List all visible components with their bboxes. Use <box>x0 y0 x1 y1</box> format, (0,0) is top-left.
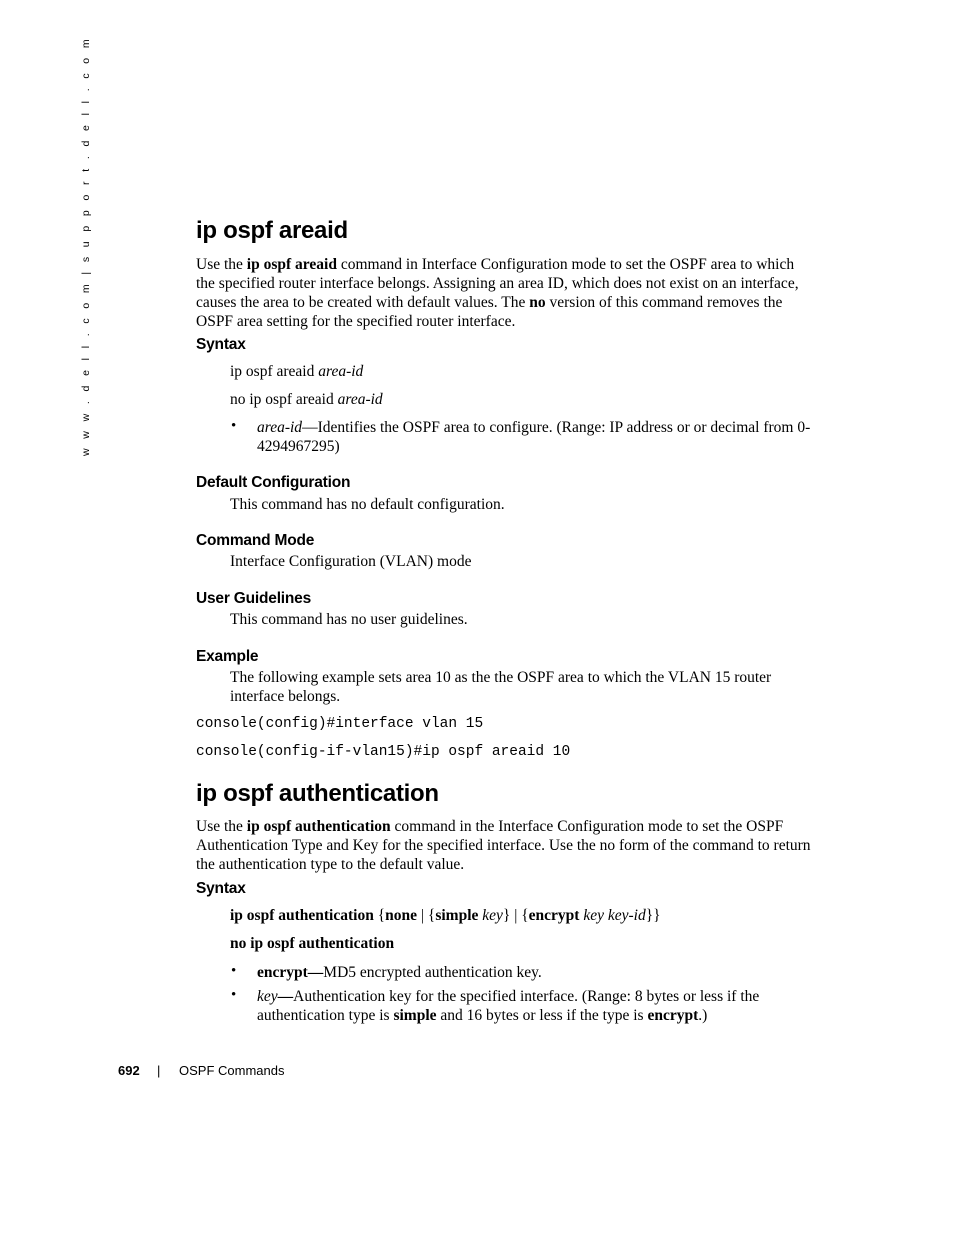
syntax-command: ip ospf authentication <box>230 907 374 924</box>
param-keyword: encrypt <box>647 1007 699 1024</box>
footer-chapter: OSPF Commands <box>179 1063 285 1078</box>
param-name: encrypt <box>257 964 308 981</box>
user-guidelines-text: This command has no user guidelines. <box>230 611 468 628</box>
syntax-argument: key key-id <box>583 907 646 924</box>
param-desc: authentication type is <box>257 1007 394 1024</box>
footer-separator: | <box>157 1063 161 1078</box>
intro-text: command in Interface Configuration mode to set the OSPF area to which the specified router interface belongs. Assigning an area ID, which does not exist on an interface, causes the area to be created with default values. The <box>196 256 799 311</box>
param-desc: Identifies the OSPF area to configure. (Range: IP address or or decimal from 0- <box>317 419 811 436</box>
code-line-2: console(config-if-vlan15)#ip ospf areaid 10 <box>196 744 571 760</box>
intro-text: Use the <box>196 256 247 273</box>
intro-text: command in the Interface Configuration mode to set the OSPF Authentication Type and Key for the specified interface. Use the no form of the command to return the authentication type to the default value. <box>196 818 811 873</box>
default-config-heading: Default Configuration <box>196 474 351 491</box>
syntax-argument: area-id <box>318 363 364 380</box>
example-heading: Example <box>196 648 259 665</box>
auth-syntax-line-1 <box>230 906 661 925</box>
user-guidelines-heading: User Guidelines <box>196 590 312 607</box>
auth-syntax-line-2: no ip ospf authentication <box>230 935 395 952</box>
intro-text: Use the <box>196 818 247 835</box>
section-title-areaid: ip ospf areaid <box>196 217 348 244</box>
syntax-brace: }} <box>645 907 661 924</box>
intro-command: ip ospf areaid <box>246 256 337 273</box>
param-dash: — <box>307 964 324 981</box>
syntax-heading: Syntax <box>196 336 246 353</box>
intro-command: ip ospf authentication <box>246 818 391 835</box>
param-dash: — <box>302 419 318 436</box>
param-name: area-id <box>257 419 303 436</box>
param-desc: 4294967295) <box>257 438 340 455</box>
example-line: The following example sets area 10 as the the OSPF area to which the VLAN 15 router <box>230 669 772 686</box>
syntax-brace: | { <box>417 907 436 924</box>
command-mode-text: Interface Configuration (VLAN) mode <box>230 553 472 570</box>
syntax-keyword: encrypt <box>528 907 580 924</box>
syntax-line-2 <box>230 390 383 409</box>
param-area-id <box>257 418 827 456</box>
default-config-text: This command has no default configuration. <box>230 496 505 513</box>
param-name: key <box>257 988 278 1005</box>
example-text <box>230 668 820 706</box>
side-url-text: w w w . d e l l . c o m | s u p p o r t . d e l l . c o m <box>80 35 92 456</box>
intro-text: version of this command removes the OSPF area setting for the specified router interface. <box>196 294 783 330</box>
syntax-keyword: simple <box>435 907 479 924</box>
bullet-icon: • <box>231 963 237 979</box>
param-encrypt <box>257 963 542 982</box>
example-line: interface belongs. <box>230 688 341 705</box>
param-dash: — <box>277 988 294 1005</box>
bullet-icon: • <box>231 418 237 434</box>
param-key <box>257 987 817 1025</box>
section-title-authentication: ip ospf authentication <box>196 780 439 807</box>
syntax-brace: } | { <box>502 907 529 924</box>
code-line-1: console(config)#interface vlan 15 <box>196 716 484 732</box>
syntax-command: no ip ospf areaid <box>230 391 334 408</box>
authentication-intro <box>196 817 811 874</box>
syntax-argument: key <box>482 907 503 924</box>
syntax-keyword: none <box>385 907 418 924</box>
param-desc: and 16 bytes or less if the type is <box>436 1007 648 1024</box>
syntax-brace: { <box>373 907 386 924</box>
param-desc: Authentication key for the specified interface. (Range: 8 bytes or less if the <box>293 988 760 1005</box>
bullet-icon: • <box>231 987 237 1003</box>
syntax-command: ip ospf areaid <box>230 363 315 380</box>
syntax-argument: area-id <box>337 391 383 408</box>
param-desc: .) <box>698 1007 708 1024</box>
param-keyword: simple <box>393 1007 437 1024</box>
command-mode-heading: Command Mode <box>196 532 315 549</box>
syntax-heading: Syntax <box>196 880 246 897</box>
param-desc: MD5 encrypted authentication key. <box>323 964 542 981</box>
syntax-line-1 <box>230 362 363 381</box>
intro-no: no <box>529 294 546 311</box>
page-number: 692 <box>118 1063 140 1078</box>
areaid-intro <box>196 255 816 331</box>
